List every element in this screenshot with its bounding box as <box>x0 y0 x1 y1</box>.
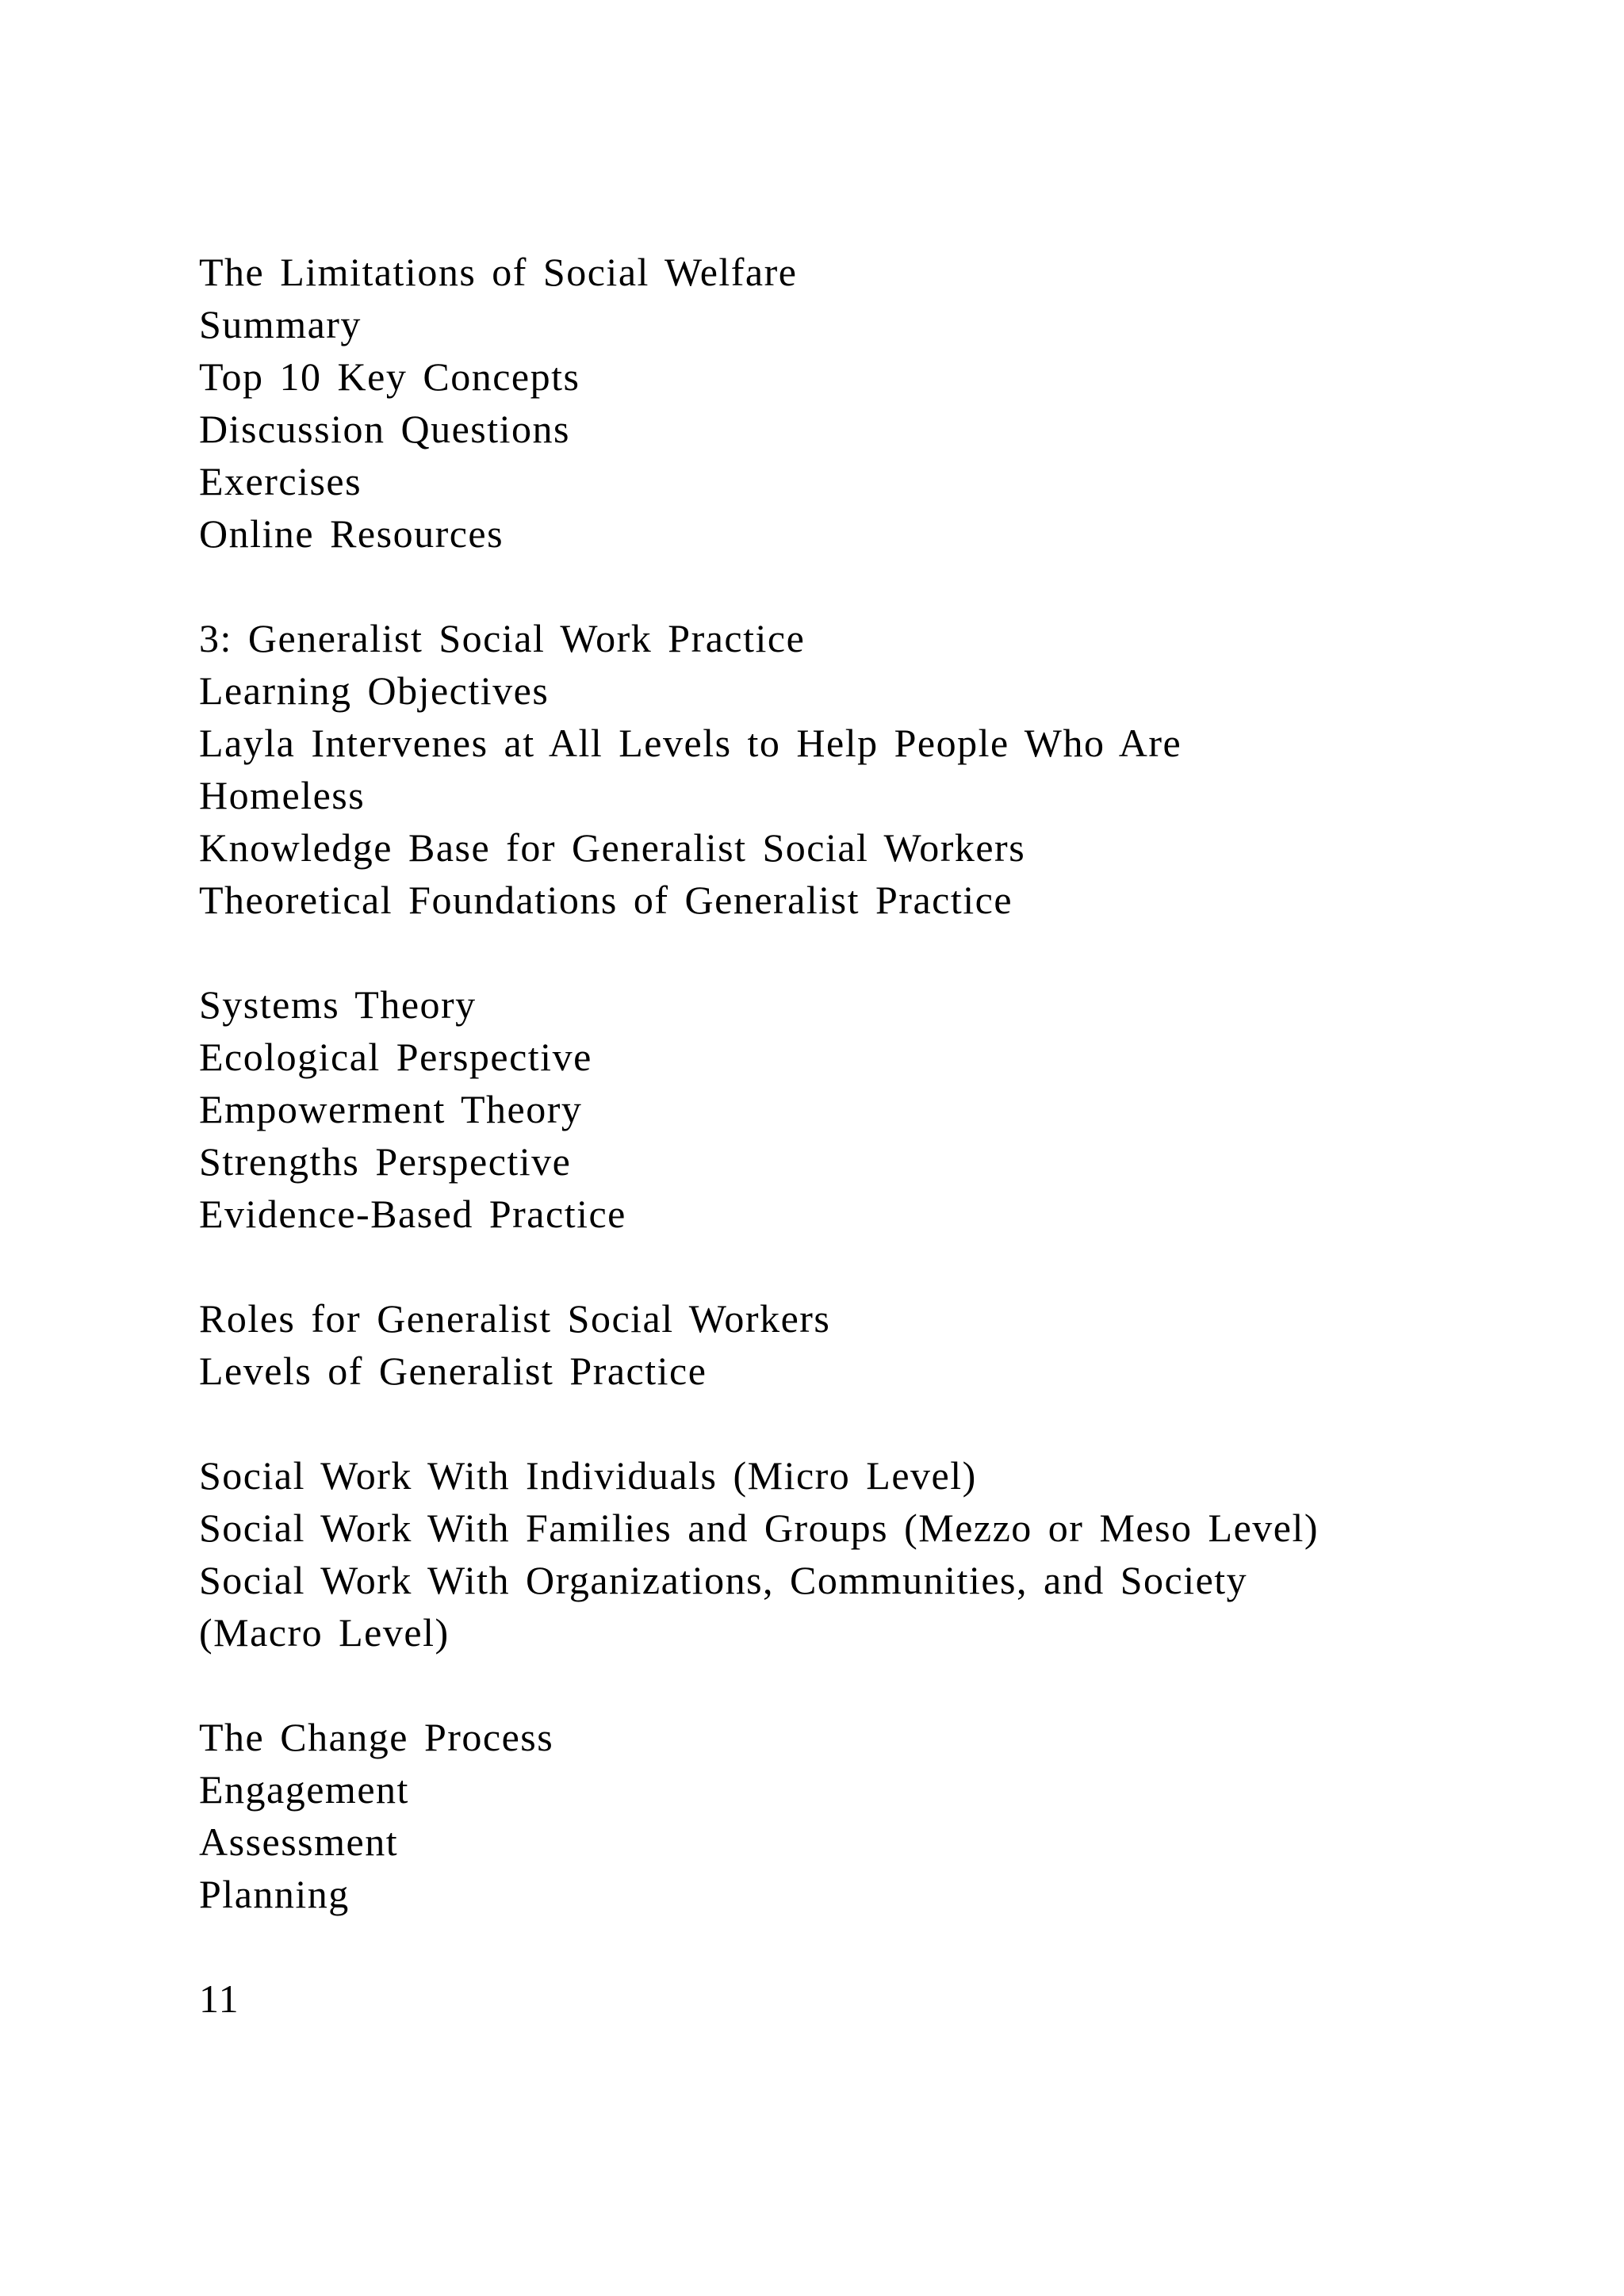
blank-line <box>199 1397 1563 1449</box>
toc-line: Evidence-Based Practice <box>199 1192 626 1236</box>
chapter-heading: 3: Generalist Social Work Practice <box>199 616 806 660</box>
toc-line: Roles for Generalist Social Workers <box>199 1296 831 1341</box>
toc-line: Social Work With Organizations, Communities, and Society <box>199 1558 1248 1602</box>
blank-line <box>199 1920 1563 1973</box>
toc-line: Engagement <box>199 1767 409 1812</box>
blank-line <box>199 560 1563 612</box>
toc-line: The Limitations of Social Welfare <box>199 250 798 294</box>
toc-line: Levels of Generalist Practice <box>199 1349 707 1393</box>
toc-line: Discussion Questions <box>199 407 570 451</box>
page-number: 11 <box>199 1976 240 2021</box>
toc-line: Assessment <box>199 1820 399 1864</box>
toc-line: Knowledge Base for Generalist Social Workers <box>199 825 1026 870</box>
toc-line: Online Resources <box>199 511 504 556</box>
toc-line: Strengths Perspective <box>199 1139 572 1184</box>
toc-line: Planning <box>199 1872 350 1916</box>
toc-line: Top 10 Key Concepts <box>199 354 580 399</box>
blank-line <box>199 926 1563 978</box>
blank-line <box>199 1659 1563 1711</box>
toc-line: Empowerment Theory <box>199 1087 583 1131</box>
toc-line: Ecological Perspective <box>199 1035 592 1079</box>
toc-line: Social Work With Individuals (Micro Level) <box>199 1453 977 1498</box>
toc-line: Summary <box>199 302 362 346</box>
toc-line: The Change Process <box>199 1715 554 1759</box>
toc-line: Systems Theory <box>199 982 477 1027</box>
blank-line <box>199 1240 1563 1292</box>
toc-line: Social Work With Families and Groups (Mezzo or Meso Level) <box>199 1506 1320 1550</box>
toc-line: Homeless <box>199 773 366 817</box>
toc-line: Exercises <box>199 459 362 503</box>
toc-line: (Macro Level) <box>199 1610 450 1655</box>
toc-line: Layla Intervenes at All Levels to Help People Who Are <box>199 721 1182 765</box>
table-of-contents <box>199 246 1563 2025</box>
toc-line: Learning Objectives <box>199 668 550 713</box>
toc-line: Theoretical Foundations of Generalist Practice <box>199 878 1013 922</box>
